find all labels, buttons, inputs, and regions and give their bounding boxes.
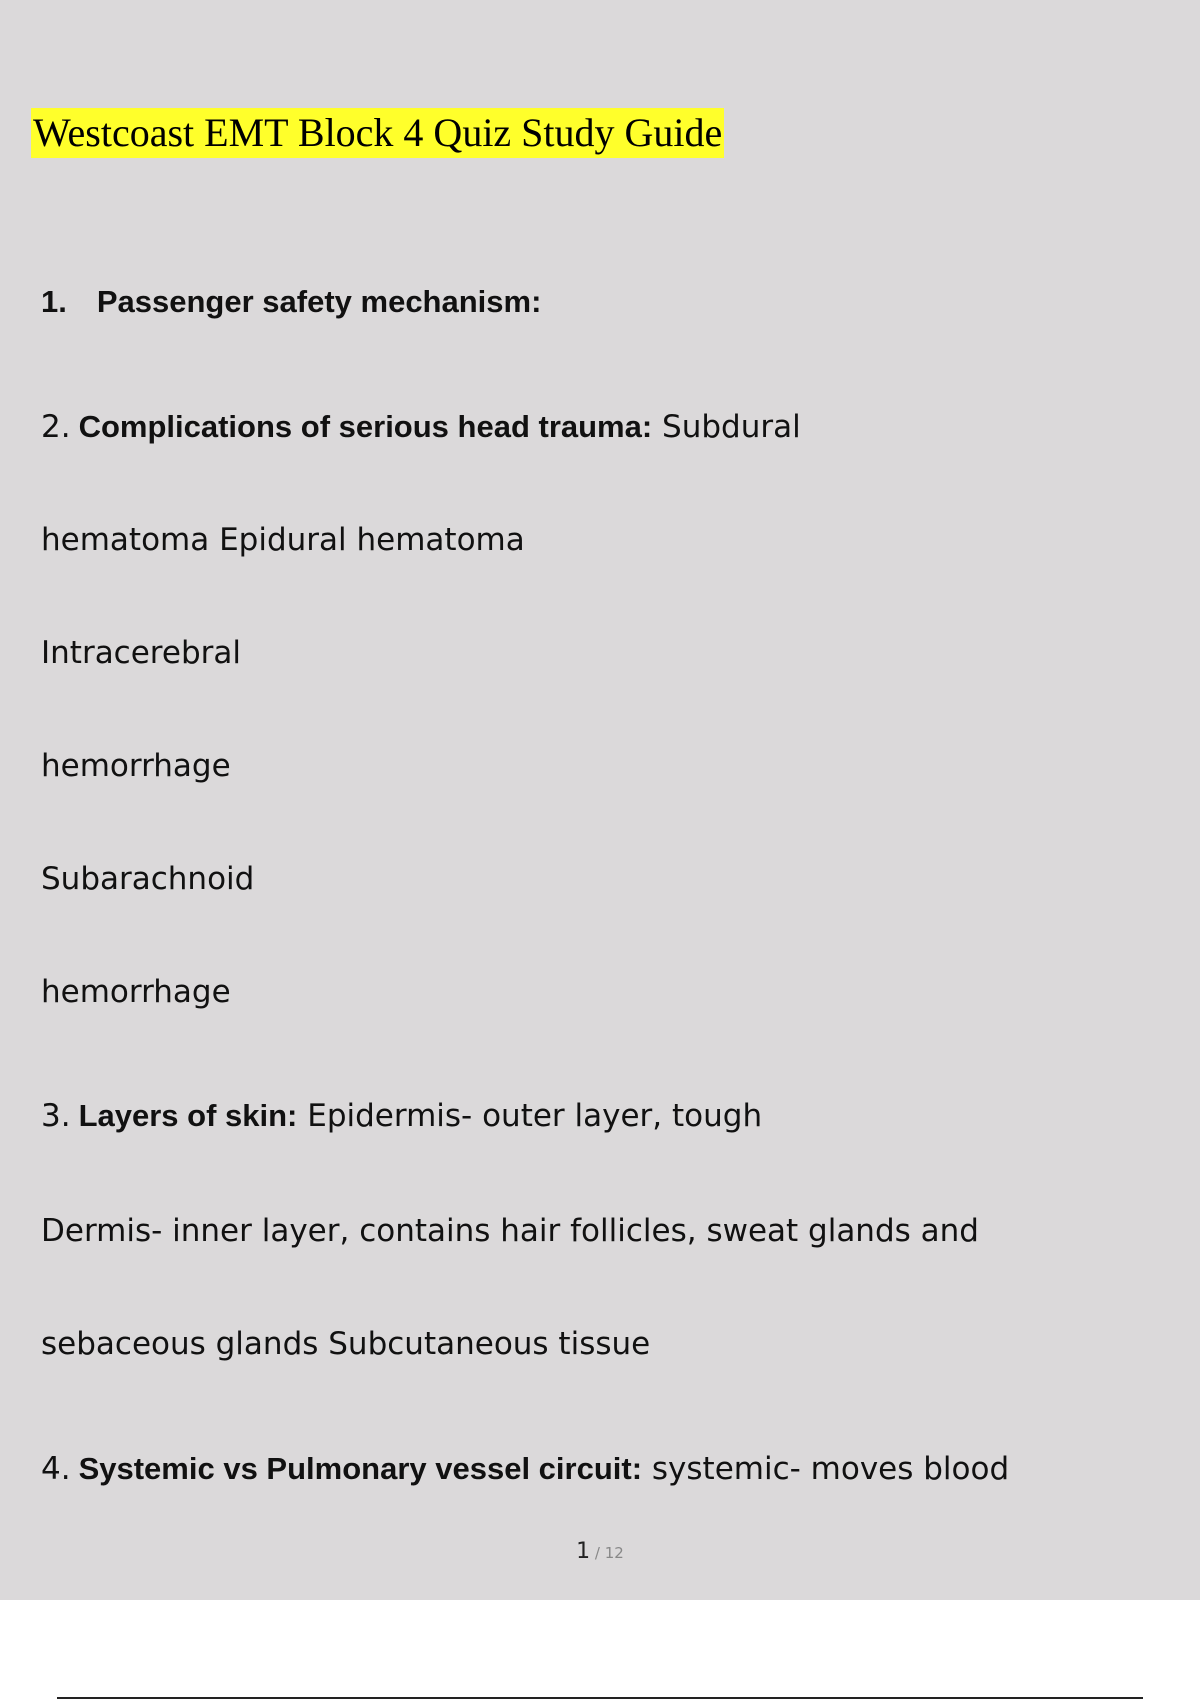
page-separator: / bbox=[590, 1544, 605, 1562]
page-title: Westcoast EMT Block 4 Quiz Study Guide bbox=[31, 108, 724, 158]
divider-line bbox=[57, 1697, 1143, 1699]
item-2-line-2: hematoma Epidural hematoma bbox=[41, 522, 525, 558]
page-current: 1 bbox=[576, 1539, 591, 1564]
item-heading: Layers of skin: bbox=[78, 1098, 298, 1133]
page-indicator bbox=[0, 1539, 1200, 1564]
item-text: Subdural bbox=[652, 409, 801, 445]
item-text: systemic- moves blood bbox=[642, 1451, 1010, 1487]
item-2-line-3: Intracerebral bbox=[41, 635, 241, 671]
list-item-2 bbox=[41, 407, 801, 447]
list-item-3 bbox=[41, 1096, 762, 1136]
item-number: 2. bbox=[41, 409, 71, 445]
list-item-1 bbox=[41, 282, 541, 322]
item-2-line-4: hemorrhage bbox=[41, 748, 231, 784]
item-heading: Passenger safety mechanism: bbox=[96, 284, 542, 319]
item-number: 1. bbox=[41, 284, 67, 319]
item-2-line-6: hemorrhage bbox=[41, 974, 231, 1010]
item-number: 3. bbox=[41, 1098, 71, 1134]
list-item-4 bbox=[41, 1449, 1009, 1489]
item-number: 4. bbox=[41, 1451, 71, 1487]
item-2-line-5: Subarachnoid bbox=[41, 861, 255, 897]
item-3-line-2: Dermis- inner layer, contains hair follicles, sweat glands and bbox=[41, 1213, 979, 1249]
item-3-line-3: sebaceous glands Subcutaneous tissue bbox=[41, 1326, 651, 1362]
item-text: Epidermis- outer layer, tough bbox=[297, 1098, 763, 1134]
page-total: 12 bbox=[604, 1544, 624, 1562]
item-heading: Complications of serious head trauma: bbox=[78, 409, 653, 444]
item-heading: Systemic vs Pulmonary vessel circuit: bbox=[78, 1451, 643, 1486]
